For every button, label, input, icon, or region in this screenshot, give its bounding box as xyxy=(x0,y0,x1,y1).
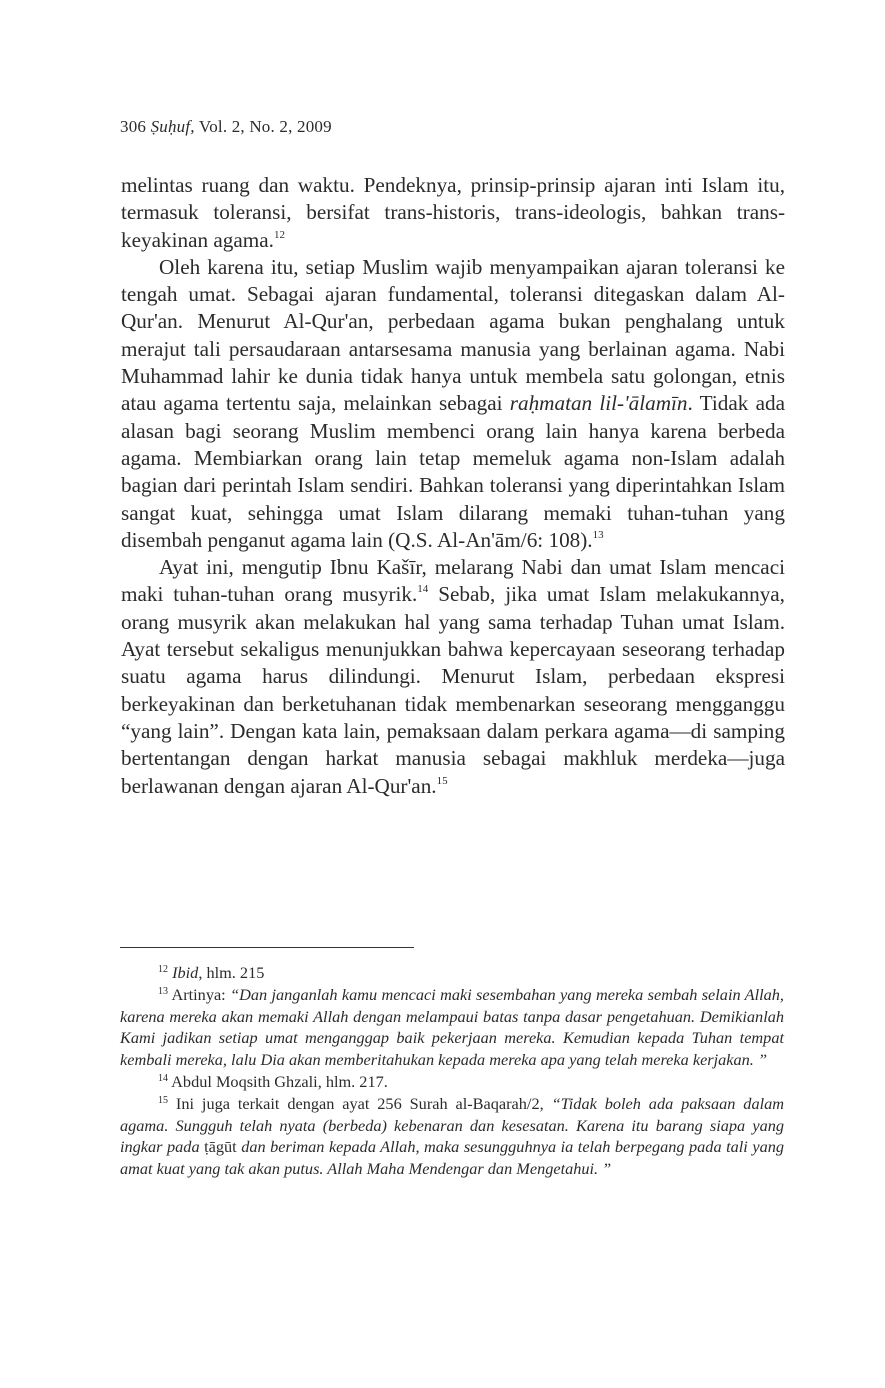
footnote-text: Artinya: xyxy=(171,984,231,1004)
footnotes xyxy=(120,962,784,1180)
paragraph-text: Oleh karena itu, setiap Muslim wajib menyampaikan ajaran toleransi ke tengah umat. Sebagai ajaran fundamental, toleransi ditegaskan dalam Al-Qur'an. Menurut Al-Qur'an, perbedaan agama bukan penghalang untuk merajut tali persaudaraan antarsesama manusia yang berlainan agama. Nabi Muhammad lahir ke dunia tidak hanya untuk membela satu golongan, etnis atau agama tertentu saja, melainkan sebagai xyxy=(121,254,785,416)
footnote-italic: “Tidak boleh ada paksaan dalam agama. Sungguh telah nyata (berbeda) kebenaran dan kesesatan. Karena itu barang siapa yang ingkar pada xyxy=(120,1093,785,1157)
running-header xyxy=(120,117,332,137)
italic-term: raḥmatan lil-'ālamīn xyxy=(509,391,688,416)
footnote-italic: Ibid xyxy=(172,963,199,982)
footnote-italic: dan beriman kepada Allah, maka sesungguhnya ia telah berpegang pada tali yang amat kuat yang tak akan putus. Allah Maha Mendengar dan Mengetahui. ” xyxy=(120,1137,784,1179)
volume-info: Vol. 2, No. 2, 2009 xyxy=(198,117,332,136)
footnote-number: 15 xyxy=(158,1094,168,1106)
footnote-text: ṭāgūt xyxy=(204,1137,237,1157)
footnote-ref-14[interactable]: 14 xyxy=(417,583,429,596)
main-text xyxy=(121,172,785,800)
page-number: 306 xyxy=(120,117,147,136)
footnote-number: 13 xyxy=(158,985,168,997)
footnote-15 xyxy=(120,1093,784,1180)
paragraph-text: Sebab, jika umat Islam melakukannya, orang musyrik akan melakukan hal yang sama terhadap Tuhan umat Islam. Ayat tersebut sekaligus menunjukkan bahwa kepercayaan seseorang terhadap suatu agama harus dilindungi. Menurut Islam, perbedaan ekspresi berkeyakinan dan berketuhanan tidak membenarkan seseorang mengganggu “yang lain”. Dengan kata lain, pemaksaan dalam perkara agama—di samping bertentangan dengan harkat manusia sebagai makhluk merdeka—juga berlawanan dengan ajaran Al-Qur'an. xyxy=(121,582,785,798)
paragraph-1 xyxy=(121,172,785,254)
footnote-ref-12[interactable]: 12 xyxy=(273,228,285,241)
footnote-divider xyxy=(120,947,414,948)
paragraph-text: . Tidak ada alasan bagi seorang Muslim membenci orang lain hanya karena berbeda agama. Membiarkan orang lain tetap memeluk agama non-Islam adalah bagian dari perintah Islam sendiri. Bahkan toleransi yang diperintahkan Islam sangat kuat, sehingga umat Islam dilarang memaki tuhan-tuhan yang disembah penganut agama lain (Q.S. Al-An'ām/6: 108). xyxy=(121,391,785,552)
journal-title: Ṣuḥuf, xyxy=(150,117,195,136)
footnote-text: , hlm. 215 xyxy=(198,963,265,982)
footnote-13 xyxy=(120,984,784,1071)
footnote-text: Abdul Moqsith Ghzali, hlm. 217. xyxy=(171,1071,388,1091)
footnote-14 xyxy=(120,1071,784,1093)
footnote-number: 14 xyxy=(158,1072,168,1084)
footnote-italic: “Dan janganlah kamu mencaci maki sesembahan yang mereka sembah selain Allah, karena mereka akan memaki Allah dengan melampaui batas tanpa dasar pengetahuan. Demikianlah Kami jadikan setiap umat menganggap baik pekerjaan mereka. Kemudian kepada Tuhan tempat kembali mereka, lalu Dia akan memberitahukan kepada mereka apa yang telah mereka kerjakan. ” xyxy=(120,984,785,1070)
footnote-ref-13[interactable]: 13 xyxy=(592,528,604,541)
footnote-12 xyxy=(120,962,784,984)
paragraph-3 xyxy=(121,554,785,800)
paragraph-text: Ayat ini, mengutip Ibnu Kašīr, melarang Nabi dan umat Islam mencaci maki tuhan-tuhan orang musyrik. xyxy=(121,555,785,607)
paragraph-text: melintas ruang dan waktu. Pendeknya, prinsip-prinsip ajaran inti Islam itu, termasuk toleransi, bersifat trans-historis, trans-ideologis, bahkan trans-keyakinan agama. xyxy=(121,173,785,252)
footnote-number: 12 xyxy=(158,964,168,975)
footnote-ref-15[interactable]: 15 xyxy=(436,774,448,787)
paragraph-2 xyxy=(121,254,785,554)
footnote-text: Ini juga terkait dengan ayat 256 Surah al-Baqarah/2, xyxy=(175,1093,552,1113)
